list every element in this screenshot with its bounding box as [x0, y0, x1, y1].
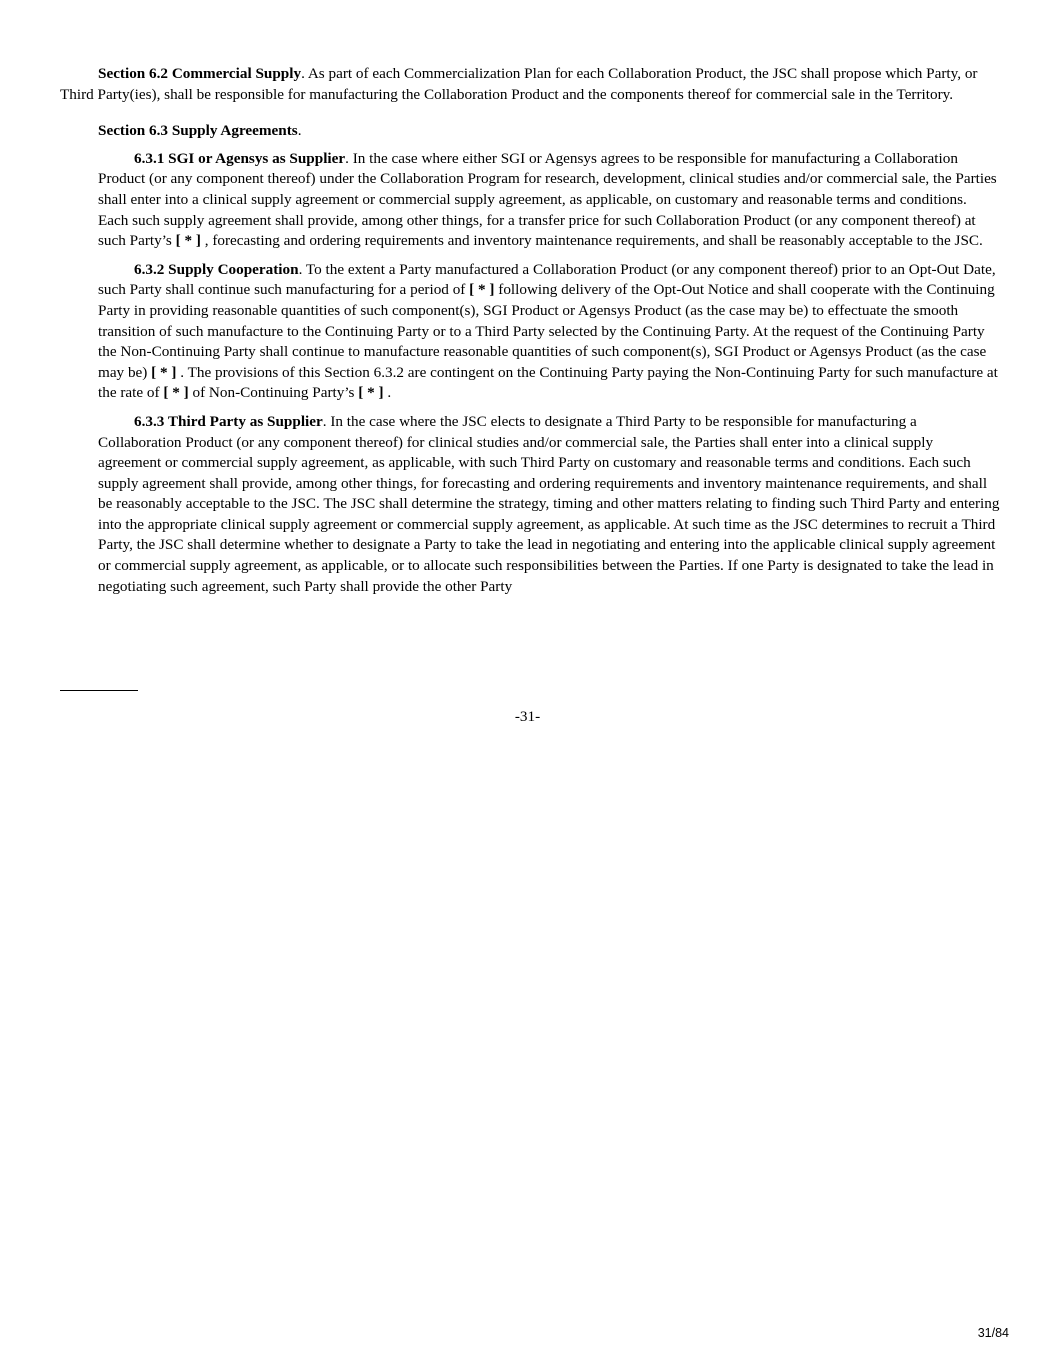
section-6-3-3-paragraph	[60, 412, 1000, 597]
page-number: -31-	[514, 708, 541, 725]
redaction-marker: [ * ]	[469, 281, 495, 299]
section-6-3-heading-line	[60, 121, 1000, 142]
section-6-3-2-text-b: following delivery of the Opt-Out Notice and shall cooperate with the Continuing Party in providing reasonable quantities of such component(s), SGI Product or Agensys Product (as the case may be) to effectuate the smooth transition of such manufacture to the Continuing Party or to a Third Party selected by the Continuing Party. At the request of the Continuing Party the Non-Continuing Party shall continue to manufacture reasonable quantities of such component(s), SGI Product or Agensys Product (as the case may be)	[98, 281, 995, 381]
section-6-2-heading: Section 6.2 Commercial Supply	[98, 65, 302, 82]
redaction-marker: [ * ]	[358, 384, 384, 402]
section-6-3-3-text: . In the case where the JSC elects to designate a Third Party to be responsible for manufacturing a Collaboration Product (or any component thereof) for clinical studies and/or commercial sale, the Parties shall enter into a clinical supply agreement or commercial supply agreement, as applicable, with such Third Party on customary and reasonable terms and conditions. Each such supply agreement shall provide, among other things, for forecasting and ordering requirements and inventory maintenance requirements, and shall be reasonably acceptable to the JSC. The JSC shall determine the strategy, timing and other matters relating to finding such Third Party and entering into the appropriate clinical supply agreement or commercial supply agreement, as applicable. At such time as the JSC determines to recruit a Third Party, the JSC shall determine whether to designate a Party to take the lead in negotiating and entering into the applicable clinical supply agreement or commercial supply agreement, as applicable, or to allocate such responsibilities between the Parties. If one Party is designated to take the lead in negotiating such agreement, such Party shall provide the other Party	[98, 412, 1000, 595]
redaction-marker: [ * ]	[163, 384, 189, 402]
section-6-3-1-text-a: . In the case where either SGI or Agensys agrees to be responsible for manufacturing a Collaboration Product (or any component thereof) under the Collaboration Program for research, development, clinical studies and/or commercial sale, the Parties shall enter into a clinical supply agreement or commercial supply agreement, as applicable, on customary and reasonable terms and conditions. Each such supply agreement shall provide, among other things, for a transfer price for such Collaboration Product (or any component thereof) at such Party’s	[98, 149, 997, 250]
section-6-3-3-heading: 6.3.3 Third Party as Supplier	[134, 412, 323, 430]
redaction-marker: [ * ]	[151, 363, 177, 381]
section-6-3-trail: .	[297, 122, 302, 140]
footnote-divider	[60, 690, 138, 691]
section-6-3-1-text-b: , forecasting and ordering requirements and inventory maintenance requirements, and shall be reasonably acceptable to the JSC.	[200, 232, 983, 250]
redaction-marker: [ * ]	[175, 232, 201, 250]
document-page	[60, 64, 1000, 597]
section-6-3-1-heading: 6.3.1 SGI or Agensys as Supplier	[134, 149, 346, 167]
section-6-3-2-text-d: of Non-Continuing Party’s	[188, 384, 359, 402]
section-6-3-2-paragraph	[60, 260, 1000, 404]
section-6-2-paragraph	[60, 64, 1000, 105]
page-count: 31/84	[977, 1326, 1009, 1340]
section-6-3-2-text-a: . To the extent a Party manufactured a Collaboration Product (or any component thereof) prior to an Opt-Out Date, such Party shall continue such manufacturing for a period of	[98, 260, 996, 299]
section-6-3-2-text-c: . The provisions of this Section 6.3.2 are contingent on the Continuing Party paying the Non-Continuing Party for such manufacture at the rate of	[98, 363, 998, 402]
section-6-3-1-paragraph	[60, 149, 1000, 252]
section-6-3-2-text-e: .	[383, 384, 392, 402]
section-6-2-text: . As part of each Commercialization Plan for each Collaboration Product, the JSC shall propose which Party, or Third Party(ies), shall be responsible for manufacturing the Collaboration Product and the components thereof for commercial sale in the Territory.	[60, 65, 978, 103]
section-6-3-heading: Section 6.3 Supply Agreements	[98, 122, 298, 140]
section-6-3-2-heading: 6.3.2 Supply Cooperation	[134, 260, 299, 278]
